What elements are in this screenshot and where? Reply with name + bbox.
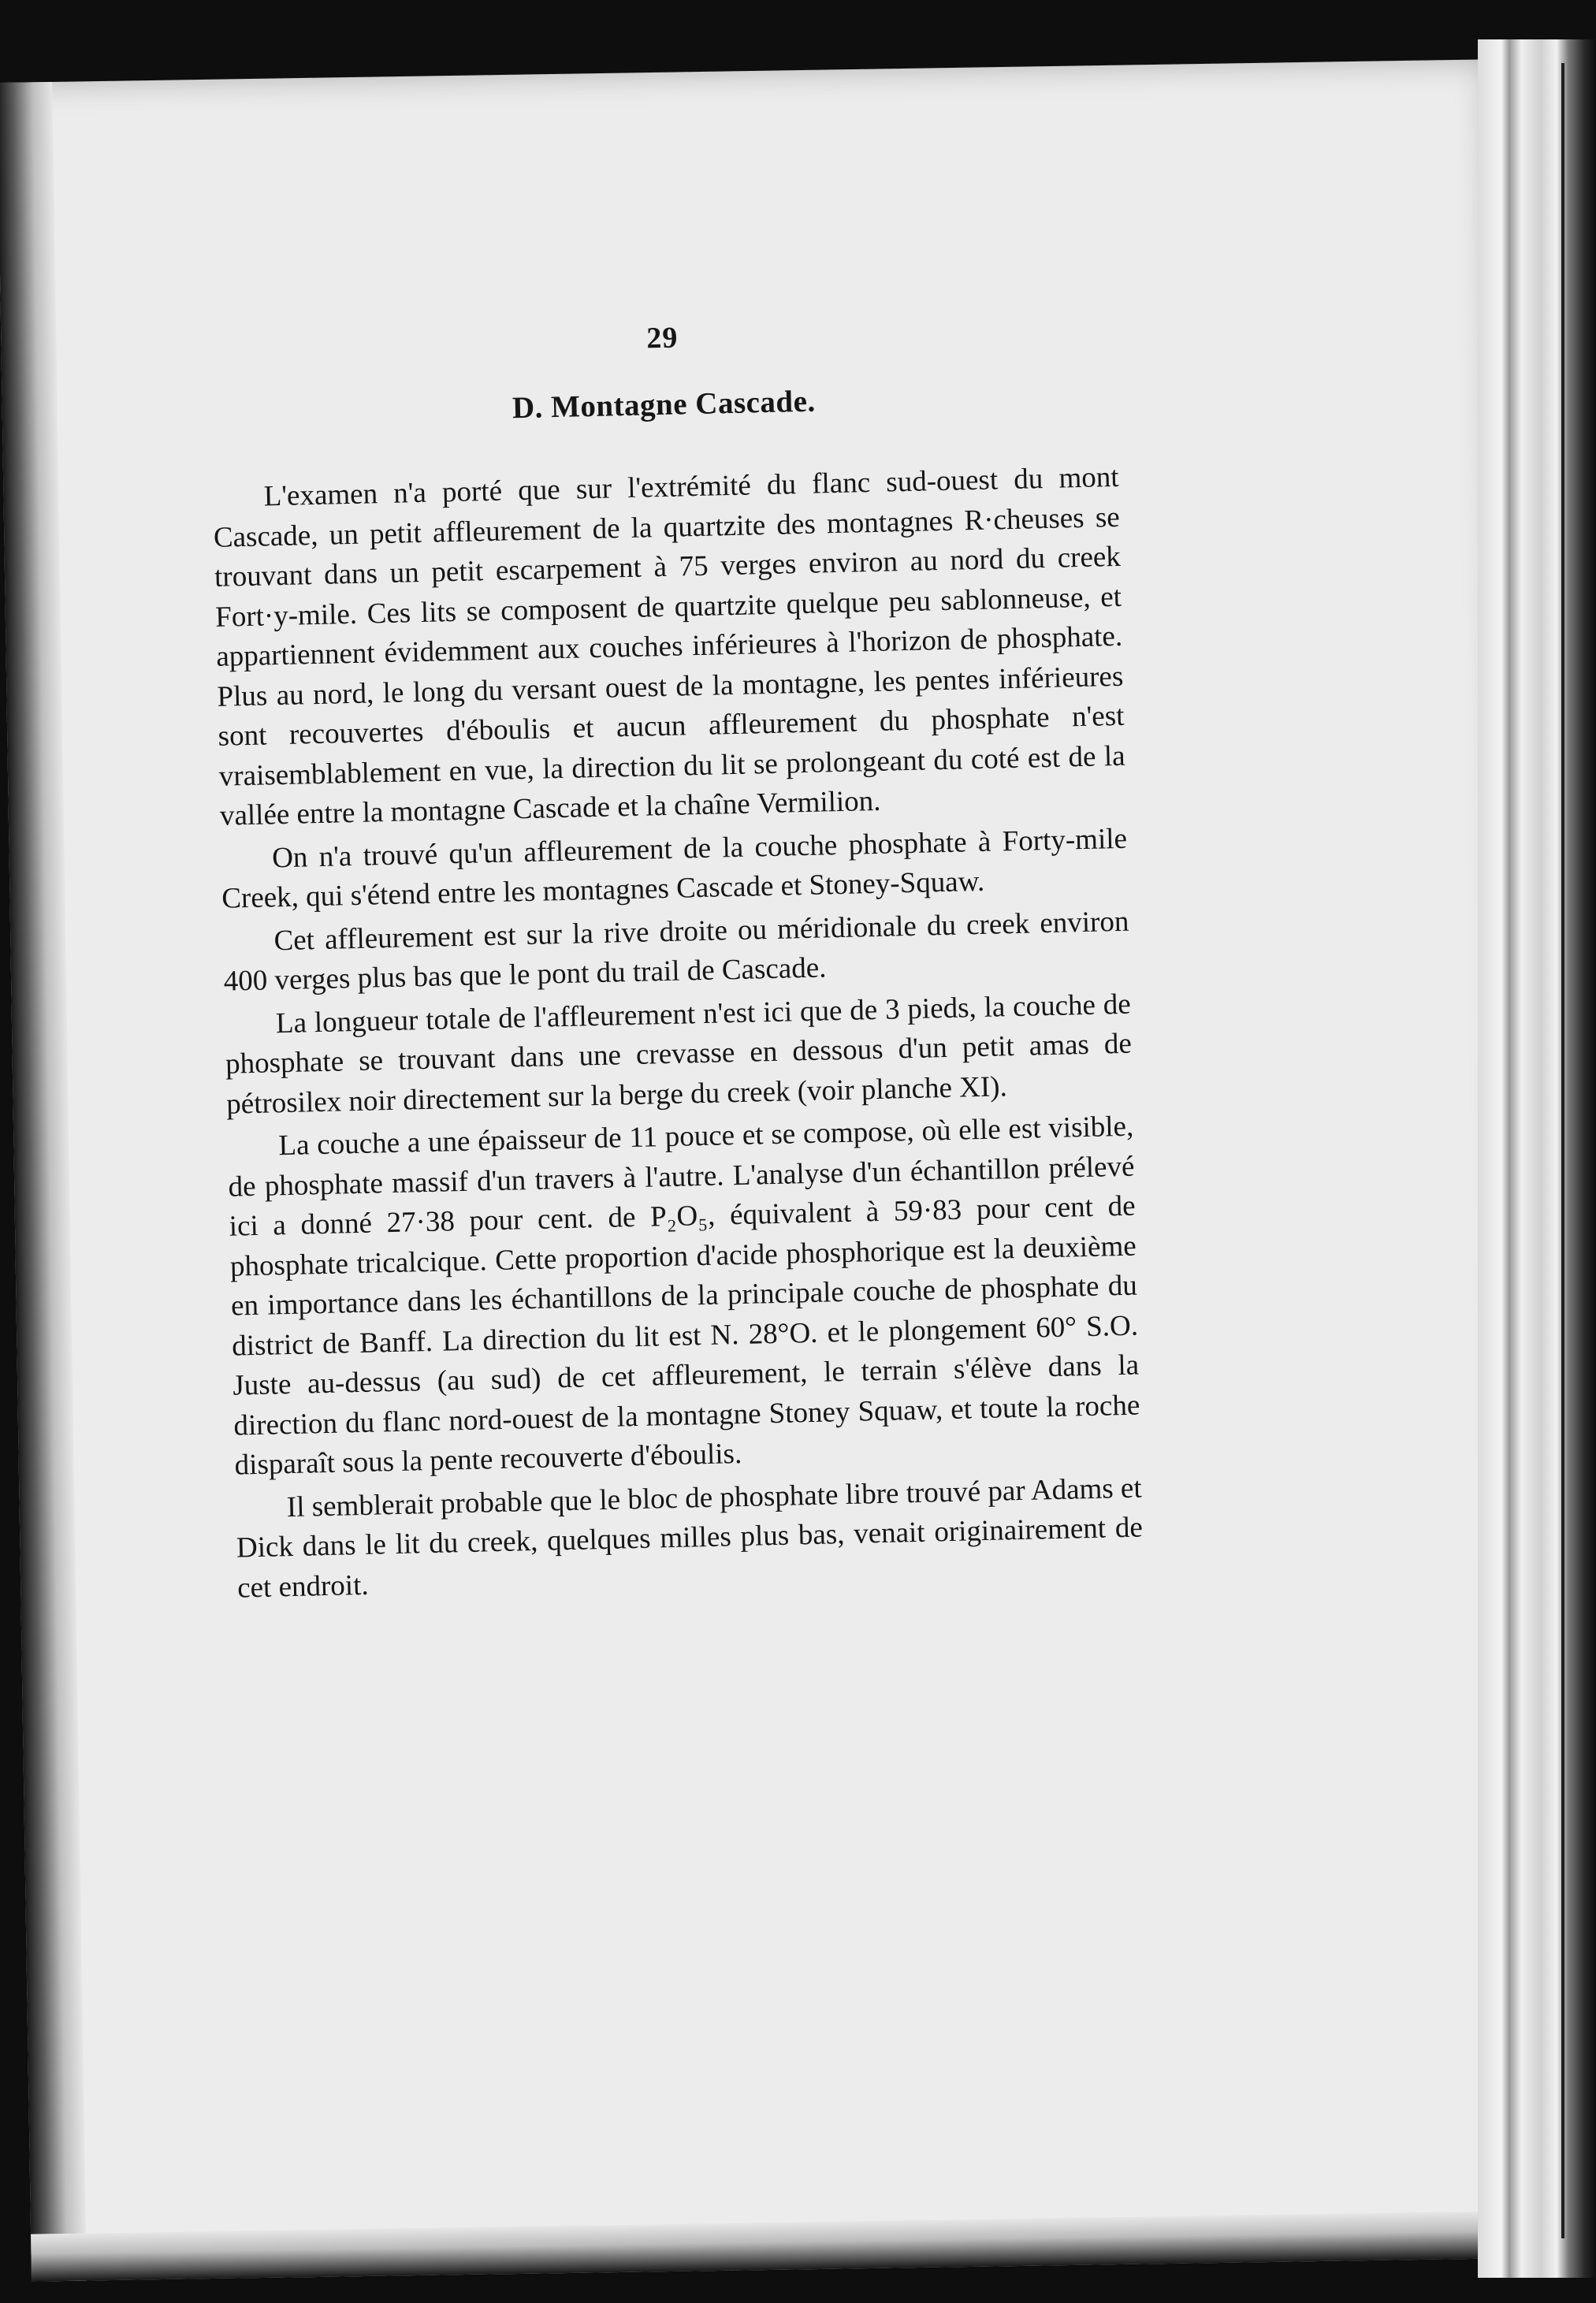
page-bottom-edge [31, 2211, 1521, 2282]
page-text [209, 311, 1144, 1612]
page-left-edge [0, 82, 87, 2282]
paragraph-3: Cet affleurement est sur la rive droite ou méridionale du creek environ 400 verges plus bas que le pont du trail de Cascade. [223, 905, 1129, 998]
section-heading: D. Montagne Cascade. [512, 384, 817, 426]
page-number: 29 [645, 321, 679, 355]
paragraph-6: Il semblerait probable que le bloc de phosphate libre trouvé par Adams et Dick dans le lit du creek, quelques milles plus bas, venait originairement de cet endroit. [236, 1471, 1144, 1605]
book-spine-shadow [1561, 63, 1564, 2238]
paragraph-2: On n'a trouvé qu'un affleurement de la couche phosphate à Forty-mile Creek, qui s'étend entre les montagnes Cascade et Stoney-Squaw. [221, 822, 1128, 915]
paragraph-1: L'examen n'a porté que sur l'extrémité du flanc sud-ouest du mont Cascade, un petit affleurement de la quartzite des montagnes R·cheuses se trouvant dans un petit escarpement à 75 verges environ au nord du creek Fort·y-mile. Ces lits se composent de quartzite quelque peu sablonneuse, et appartiennent évidemment aux couches inférieures à l'horizon de phosphate. Plus au nord, le long du versant ouest de la montagne, les pentes inférieures sont recouvertes d'éboulis et aucun affleurement du phosphate n'est vraisemblablement en vue, la direction du lit se prolongeant du coté est de la vallée entre la montagne Cascade et la chaîne Vermilion. [213, 460, 1125, 832]
paragraph-5: La couche a une épaisseur de 11 pouce et se compose, où elle est visible, de phosphate massif d'un travers à l'autre. L'analyse d'un échantillon prélevé ici a donné 27·38 pour cent. de P₂O₅, équivalent à 59·83 pour cent de phosphate tricalcique. Cette proportion d'acide phosphorique est la deuxième en importance dans les échantillons de la principale couche de phosphate du district de Banff. La direction du lit est N. 28°O. et le plongement 60° S.O. Juste au-dessus (au sud) de cet affleurement, le terrain s'élève dans la direction du flanc nord-ouest de la montagne Stoney Squaw, et toute la roche disparaît sous la pente recouverte d'éboulis. [228, 1110, 1140, 1482]
paragraph-4: La longueur totale de l'affleurement n'est ici que de 3 pieds, la couche de phosphate se trouvant dans une crevasse en dessous d'un petit amas de pétrosilex noir directement sur la berge du creek (voir planche XI). [225, 988, 1133, 1121]
book-page-edges [1478, 39, 1596, 2278]
